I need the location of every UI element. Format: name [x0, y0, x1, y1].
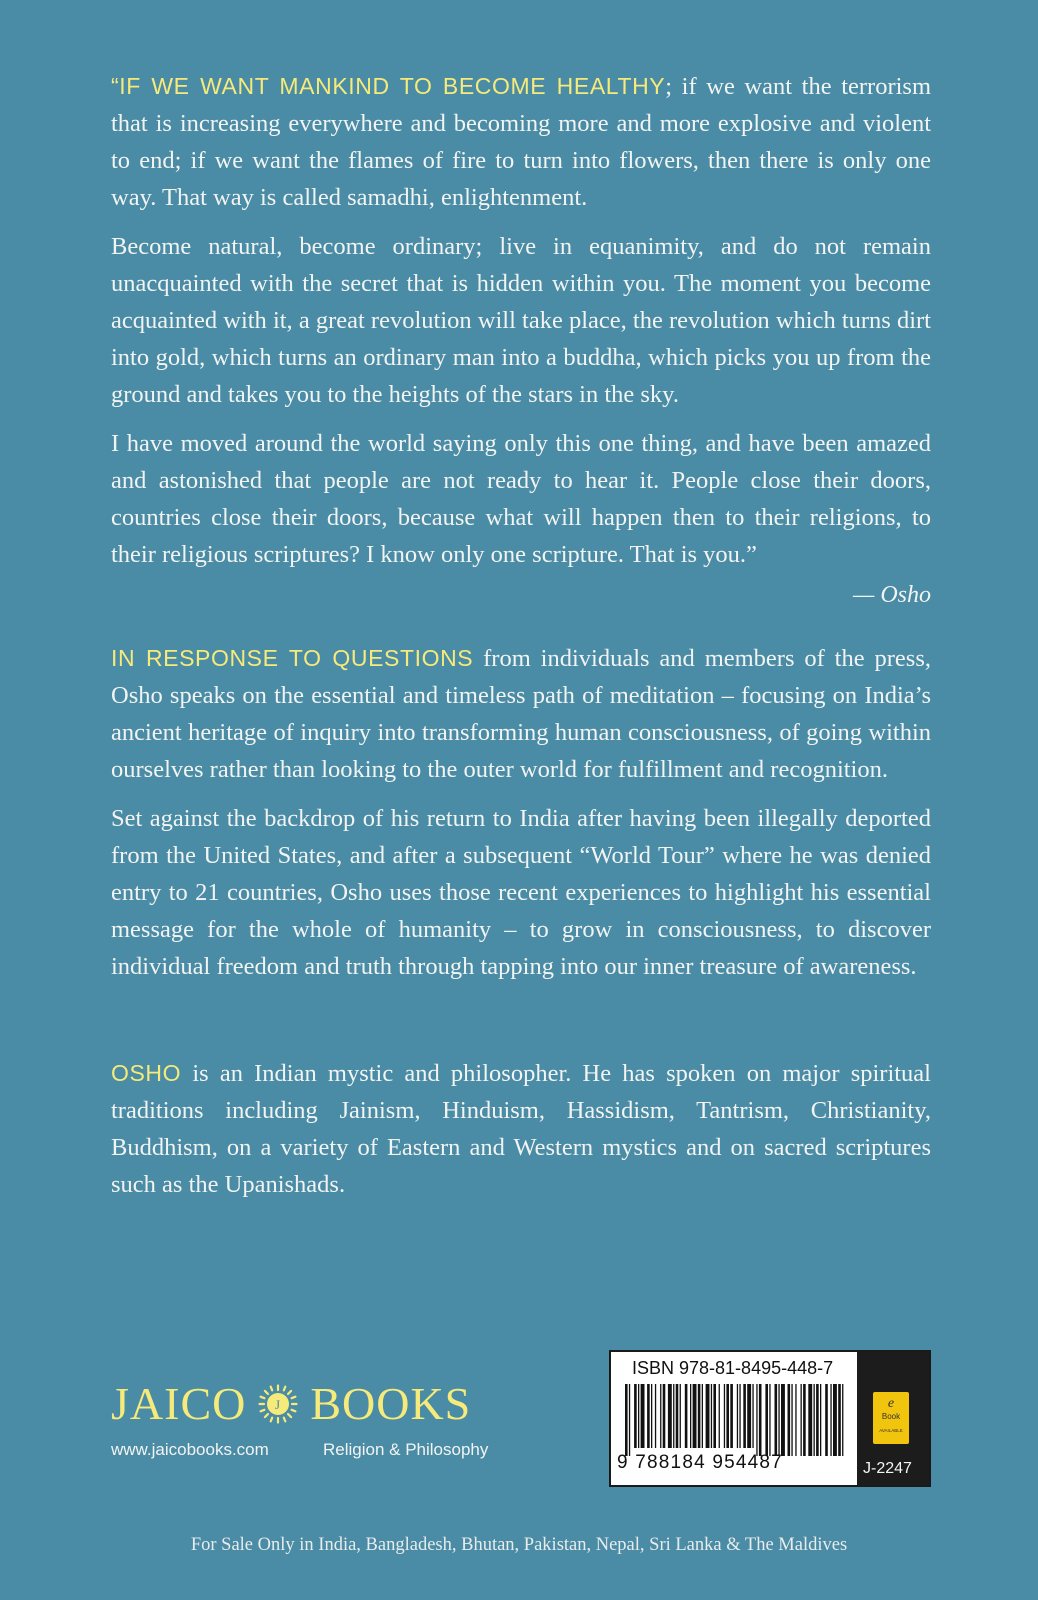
- quote-paragraph-1-text: ; if we want the terrorism that is increasing everywhere and becoming more and more explosive and violent to end; if we want the flames of fire to turn into flowers, then there is only one way. That way is called samadhi, enlightenment.: [111, 73, 932, 211]
- description-paragraph-2: Set against the backdrop of his return to India after having been illegally deported from the United States, and after a subsequent “World Tour” where he was denied entry to 21 countries, Osho uses those recent experiences to highlight his essential message for the whole of humanity – to grow in consciousness, to discover individual freedom and truth through tapping into our inner treasure of awareness.: [111, 805, 931, 980]
- author-bio: [111, 1055, 931, 1203]
- ebook-icon: [873, 1392, 909, 1444]
- barcode-bars: [625, 1384, 847, 1456]
- isbn-text: ISBN 978-81-8495-448-7: [632, 1358, 834, 1378]
- book-category: Religion & Philosophy: [323, 1440, 489, 1459]
- publisher-name-right: BOOKS: [310, 1378, 472, 1429]
- quote-paragraph-2: Become natural, become ordinary; live in equanimity, and do not remain unacquainted with the secret that is hidden within you. The moment you become acquainted with it, a great revolution will take place, the revolution which turns dirt into gold, which turns an ordinary man into a buddha, which picks you up from the ground and takes you to the heights of the stars in the sky.: [111, 233, 931, 408]
- author-bio-text: is an Indian mystic and philosopher. He has spoken on major spiritual traditions including Jainism, Hinduism, Hassidism, Tantrism, Christianity, Buddhism, on a variety of Eastern and Western mystics and on sacred scriptures such as the Upanishads.: [111, 1060, 931, 1198]
- quote-lead: “IF WE WANT MANKIND TO BECOME HEALTHY: [111, 73, 666, 99]
- publisher-website: www.jaicobooks.com: [111, 1440, 269, 1459]
- ebook-e: e: [887, 1396, 895, 1411]
- back-cover-text: [111, 68, 931, 1215]
- description-paragraph-1: [111, 640, 931, 788]
- logo-letter: J: [275, 1397, 282, 1412]
- sale-territory-notice: For Sale Only in India, Bangladesh, Bhutan, Pakistan, Nepal, Sri Lanka & The Maldives: [190, 1535, 848, 1555]
- catalog-code: J-2247: [863, 1460, 912, 1477]
- quote-paragraph-1: [111, 68, 931, 216]
- publisher-block: [111, 1378, 531, 1460]
- quote-signature: — Osho: [852, 582, 931, 608]
- publisher-logo: [111, 1378, 531, 1430]
- publisher-info: [111, 1440, 531, 1460]
- ebook-label: Book: [881, 1412, 901, 1421]
- author-lead: OSHO: [111, 1060, 182, 1086]
- sun-logo-icon: [258, 1384, 298, 1424]
- description-paragraph-1-text: from individuals and members of the press, Osho speaks on the essential and timeless path of meditation – focusing on India’s ancient heritage of inquiry into transforming human consciousness, of going within ourselves rather than looking to the outer world for fulfillment and recognition.: [111, 645, 931, 783]
- publisher-name-left: JAICO: [111, 1378, 247, 1429]
- description-lead: IN RESPONSE TO QUESTIONS: [111, 645, 474, 671]
- quote-paragraph-3: I have moved around the world saying only this one thing, and have been amazed and astonished that people are not ready to hear it. People close their doors, countries close their doors, because what will happen then to their religions, to their religious scriptures? I know only one scripture. That is you.”: [111, 430, 931, 568]
- ebook-available: AVAILABLE: [879, 1428, 903, 1433]
- barcode-panel: [609, 1350, 931, 1487]
- ebook-tab: [857, 1352, 929, 1485]
- barcode-digits: 9 788184 954487: [617, 1452, 783, 1473]
